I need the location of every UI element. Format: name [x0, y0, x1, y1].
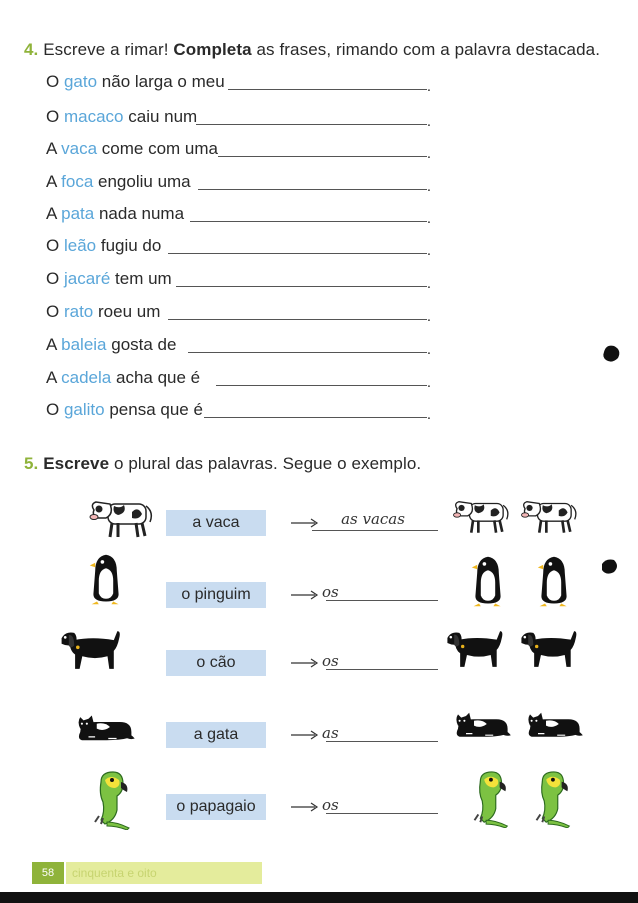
- rhyme-answer-blank[interactable]: [196, 124, 427, 125]
- rhyme-line: A cadela acha que é .: [46, 368, 431, 391]
- cat-icon: [450, 708, 514, 740]
- rhyme-answer-blank[interactable]: [204, 417, 427, 418]
- rhyme-answer-blank[interactable]: [216, 385, 427, 386]
- dog-icon: [58, 626, 130, 674]
- arrow-icon: [291, 589, 319, 601]
- rhyme-highlight-word: pata: [61, 204, 95, 223]
- rhyme-highlight-word: rato: [63, 302, 94, 321]
- period: .: [426, 341, 431, 358]
- rhyme-highlight-word: vaca: [61, 139, 98, 158]
- parrot-icon: [526, 770, 576, 828]
- period: .: [426, 374, 431, 391]
- arrow-icon: [291, 657, 319, 669]
- rhyme-highlight-word: cadela: [61, 368, 112, 387]
- rhyme-answer-blank[interactable]: [188, 352, 427, 353]
- singular-word-box: o papagaio: [166, 794, 266, 820]
- rhyme-answer-blank[interactable]: [198, 189, 427, 190]
- rhyme-line: A pata nada numa .: [46, 204, 431, 227]
- arrow-icon: [291, 729, 319, 741]
- rhyme-line: O rato roeu um .: [46, 302, 431, 325]
- exercise-4-title-bold: Completa: [173, 40, 252, 59]
- period: .: [426, 210, 431, 227]
- plural-answer-line[interactable]: [326, 600, 438, 601]
- plural-answer-line[interactable]: [326, 669, 438, 670]
- rhyme-answer-blank[interactable]: [218, 156, 427, 157]
- plural-row: [0, 550, 638, 610]
- plural-answer-line[interactable]: [326, 741, 438, 742]
- rhyme-line: O galito pensa que é .: [46, 400, 431, 423]
- rhyme-line: O gato não larga o meu .: [46, 72, 431, 95]
- exercise-4-title: [24, 40, 600, 60]
- rhyme-line: O macaco caiu num .: [46, 107, 431, 130]
- rhyme-line: O leão fugiu do .: [46, 236, 431, 259]
- cat-icon: [522, 708, 586, 740]
- plural-row: [0, 770, 638, 830]
- period: .: [426, 113, 431, 130]
- rhyme-answer-blank[interactable]: [176, 286, 427, 287]
- dog-icon: [518, 626, 586, 672]
- exercise-5-title-post: o plural das palavras. Segue o exemplo.: [113, 454, 422, 473]
- period: .: [426, 78, 431, 95]
- exercise-4-title-pre: Escreve a rimar!: [43, 40, 169, 59]
- penguin-icon: [88, 550, 124, 608]
- plural-row: [0, 626, 638, 686]
- rhyme-answer-blank[interactable]: [190, 221, 427, 222]
- rhyme-highlight-word: galito: [63, 400, 105, 419]
- rhyme-answer-blank[interactable]: [228, 89, 427, 90]
- plural-answer-line[interactable]: [326, 813, 438, 814]
- plural-row: [0, 706, 638, 766]
- rhyme-highlight-word: leão: [63, 236, 97, 255]
- exercise-4-number: 4.: [24, 40, 39, 59]
- rhyme-line: A baleia gosta de .: [46, 335, 431, 358]
- rhyme-answer-blank[interactable]: [168, 319, 427, 320]
- singular-word-box: a gata: [166, 722, 266, 748]
- rhyme-line: A foca engoliu uma .: [46, 172, 431, 195]
- plural-article: os: [322, 652, 339, 670]
- exercise-5-number: 5.: [24, 454, 39, 473]
- penguin-icon: [470, 552, 506, 610]
- ink-blot: [598, 556, 620, 576]
- exercise-5-title-bold: Escreve: [43, 454, 110, 473]
- arrow-icon: [291, 801, 319, 813]
- ink-blot: [600, 342, 622, 364]
- cow-icon: [450, 492, 512, 538]
- page-number: 58: [32, 862, 64, 884]
- rhyme-highlight-word: gato: [63, 72, 98, 91]
- period: .: [426, 242, 431, 259]
- period: .: [426, 145, 431, 162]
- exercise-5-title: [24, 454, 421, 474]
- period: .: [426, 178, 431, 195]
- singular-word-box: o cão: [166, 650, 266, 676]
- period: .: [426, 275, 431, 292]
- exercise-4-title-post: as frases, rimando com a palavra destacada.: [256, 40, 601, 59]
- period: .: [426, 308, 431, 325]
- cow-icon: [518, 492, 580, 538]
- plural-answer-example: as vacas: [341, 510, 405, 528]
- singular-word-box: a vaca: [166, 510, 266, 536]
- rhyme-line: A vaca come com uma .: [46, 139, 431, 162]
- dog-icon: [444, 626, 512, 672]
- cat-icon: [72, 710, 138, 744]
- rhyme-highlight-word: baleia: [61, 335, 107, 354]
- rhyme-highlight-word: jacaré: [63, 269, 111, 288]
- plural-answer-line[interactable]: [312, 530, 438, 531]
- parrot-icon: [84, 770, 136, 830]
- plural-article: os: [322, 583, 339, 601]
- singular-word-box: o pinguim: [166, 582, 266, 608]
- rhyme-highlight-word: foca: [61, 172, 94, 191]
- period: .: [426, 406, 431, 423]
- plural-article: as: [322, 724, 339, 742]
- page-number-words: cinquenta e oito: [66, 862, 262, 884]
- parrot-icon: [464, 770, 514, 828]
- penguin-icon: [536, 552, 572, 610]
- rhyme-highlight-word: macaco: [63, 107, 124, 126]
- plural-article: os: [322, 796, 339, 814]
- rhyme-line: O jacaré tem um .: [46, 269, 431, 292]
- bottom-scan-bar: [0, 892, 638, 903]
- rhyme-answer-blank[interactable]: [168, 253, 427, 254]
- cow-icon: [86, 492, 156, 542]
- plural-row: [0, 492, 638, 552]
